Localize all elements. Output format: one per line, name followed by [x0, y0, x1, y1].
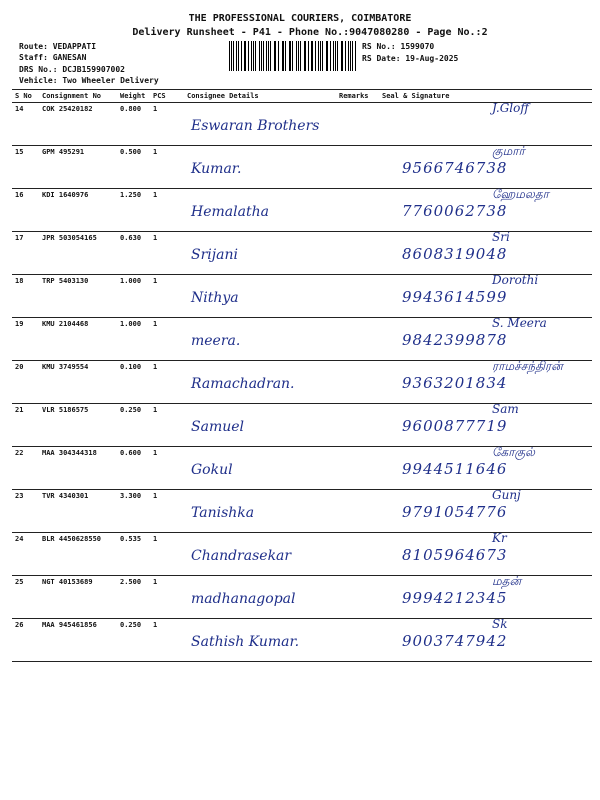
- cell-consignee: [184, 533, 336, 576]
- cell-consignment-no: GPM 495291: [39, 146, 117, 189]
- signature-handwriting: Sri: [492, 230, 510, 244]
- cell-weight: 0.500: [117, 146, 150, 189]
- table-row: [12, 146, 592, 189]
- table-row: [12, 404, 592, 447]
- cell-remarks: [336, 103, 379, 146]
- signature-handwriting: ஹேமலதா: [492, 187, 549, 201]
- col-signature-header: Seal & Signature: [379, 90, 592, 103]
- cell-sno: 22: [12, 447, 39, 490]
- route-label: Route: VEDAPPATI: [19, 42, 97, 51]
- signature-handwriting: Sam: [492, 402, 519, 416]
- cell-consignment-no: TRP 5403130: [39, 275, 117, 318]
- cell-signature: [379, 619, 592, 662]
- cell-sno: 19: [12, 318, 39, 361]
- cell-consignment-no: BLR 4450628550: [39, 533, 117, 576]
- table-row: [12, 275, 592, 318]
- company-title: THE PROFESSIONAL COURIERS, COIMBATORE: [188, 13, 412, 24]
- table-row: [12, 189, 592, 232]
- table-row: [12, 619, 592, 662]
- consignee-handwriting: Gokul: [191, 462, 233, 478]
- phone-handwriting: 9363201834: [402, 374, 508, 392]
- phone-handwriting: 9842399878: [402, 331, 508, 349]
- phone-handwriting: 9994212345: [402, 589, 508, 607]
- cell-pcs: 1: [150, 232, 184, 275]
- cell-sno: 26: [12, 619, 39, 662]
- consignee-handwriting: Nithya: [191, 290, 239, 306]
- col-consignment-header: Consignment No: [39, 90, 117, 103]
- phone-handwriting: 9003747942: [402, 632, 508, 650]
- cell-weight: 1.250: [117, 189, 150, 232]
- cell-consignment-no: NGT 40153689: [39, 576, 117, 619]
- cell-signature: [379, 146, 592, 189]
- cell-signature: [379, 232, 592, 275]
- consignee-handwriting: Ramachadran.: [191, 376, 295, 392]
- cell-consignment-no: TVR 4340301: [39, 490, 117, 533]
- cell-consignment-no: COK 25420182: [39, 103, 117, 146]
- cell-weight: 1.000: [117, 275, 150, 318]
- phone-handwriting: 7760062738: [402, 202, 508, 220]
- col-remarks-header: Remarks: [336, 90, 379, 103]
- table-row: [12, 232, 592, 275]
- cell-consignee: [184, 447, 336, 490]
- cell-remarks: [336, 576, 379, 619]
- delivery-table: [12, 89, 592, 662]
- cell-remarks: [336, 619, 379, 662]
- cell-weight: 0.535: [117, 533, 150, 576]
- cell-consignee: [184, 404, 336, 447]
- cell-signature: [379, 404, 592, 447]
- cell-sno: 23: [12, 490, 39, 533]
- cell-signature: [379, 490, 592, 533]
- cell-remarks: [336, 146, 379, 189]
- col-consignee-header: Consignee Details: [184, 90, 336, 103]
- cell-remarks: [336, 361, 379, 404]
- cell-signature: [379, 576, 592, 619]
- cell-weight: 0.250: [117, 404, 150, 447]
- cell-signature: [379, 447, 592, 490]
- cell-remarks: [336, 318, 379, 361]
- cell-consignee: [184, 189, 336, 232]
- consignee-handwriting: Hemalatha: [191, 204, 269, 220]
- cell-sno: 24: [12, 533, 39, 576]
- consignee-handwriting: meera.: [191, 333, 241, 349]
- cell-pcs: 1: [150, 576, 184, 619]
- cell-sno: 20: [12, 361, 39, 404]
- cell-consignee: [184, 576, 336, 619]
- vehicle-label: Vehicle: Two Wheeler Delivery: [19, 76, 159, 85]
- table-row: [12, 576, 592, 619]
- cell-pcs: 1: [150, 533, 184, 576]
- consignee-handwriting: Eswaran Brothers: [191, 118, 320, 134]
- cell-weight: 0.600: [117, 447, 150, 490]
- signature-handwriting: Dorothi: [492, 273, 539, 287]
- phone-handwriting: 8608319048: [402, 245, 508, 263]
- signature-handwriting: குமார்: [492, 144, 525, 158]
- cell-signature: [379, 275, 592, 318]
- cell-signature: [379, 533, 592, 576]
- consignee-handwriting: Sathish Kumar.: [191, 634, 300, 650]
- cell-pcs: 1: [150, 189, 184, 232]
- table-row: [12, 318, 592, 361]
- cell-weight: 0.100: [117, 361, 150, 404]
- signature-handwriting: J.Gloff: [492, 101, 529, 115]
- phone-handwriting: 9566746738: [402, 159, 508, 177]
- cell-weight: 0.800: [117, 103, 150, 146]
- cell-remarks: [336, 404, 379, 447]
- cell-pcs: 1: [150, 361, 184, 404]
- table-row: [12, 447, 592, 490]
- drs-label: DRS No.: DCJB159907002: [19, 65, 125, 74]
- col-sno-header: S No: [12, 90, 39, 103]
- signature-handwriting: S. Meera: [492, 316, 547, 330]
- cell-consignee: [184, 146, 336, 189]
- signature-handwriting: Kr: [492, 531, 507, 545]
- consignee-handwriting: Samuel: [191, 419, 244, 435]
- rs-number: RS No.: 1599070: [362, 42, 435, 51]
- cell-remarks: [336, 533, 379, 576]
- staff-label: Staff: GANESAN: [19, 53, 87, 62]
- cell-sno: 21: [12, 404, 39, 447]
- consignee-handwriting: Srijani: [191, 247, 238, 263]
- consignee-handwriting: Tanishka: [191, 505, 255, 521]
- cell-pcs: 1: [150, 404, 184, 447]
- cell-remarks: [336, 232, 379, 275]
- col-weight-header: Weight: [117, 90, 150, 103]
- cell-weight: 2.500: [117, 576, 150, 619]
- cell-consignee: [184, 490, 336, 533]
- signature-handwriting: ராமச்சந்திரன்: [492, 359, 563, 373]
- cell-weight: 0.250: [117, 619, 150, 662]
- cell-pcs: 1: [150, 318, 184, 361]
- cell-signature: [379, 361, 592, 404]
- phone-handwriting: 9600877719: [402, 417, 508, 435]
- table-row: [12, 533, 592, 576]
- cell-weight: 3.300: [117, 490, 150, 533]
- barcode: [229, 41, 357, 71]
- table-row: [12, 103, 592, 146]
- cell-pcs: 1: [150, 447, 184, 490]
- consignee-handwriting: Kumar.: [191, 161, 242, 177]
- cell-pcs: 1: [150, 146, 184, 189]
- cell-consignment-no: MAA 945461856: [39, 619, 117, 662]
- col-pcs-header: PCS: [150, 90, 184, 103]
- cell-pcs: 1: [150, 103, 184, 146]
- cell-signature: [379, 189, 592, 232]
- cell-pcs: 1: [150, 275, 184, 318]
- cell-signature: [379, 103, 592, 146]
- cell-consignee: [184, 361, 336, 404]
- signature-handwriting: Sk: [492, 617, 508, 631]
- cell-consignment-no: JPR 503054165: [39, 232, 117, 275]
- cell-consignment-no: KDI 1640976: [39, 189, 117, 232]
- consignee-handwriting: madhanagopal: [191, 591, 296, 607]
- cell-sno: 16: [12, 189, 39, 232]
- phone-handwriting: 9791054776: [402, 503, 508, 521]
- cell-consignment-no: KMU 2104468: [39, 318, 117, 361]
- cell-remarks: [336, 490, 379, 533]
- cell-sno: 14: [12, 103, 39, 146]
- signature-handwriting: மதன்: [492, 574, 522, 588]
- cell-remarks: [336, 189, 379, 232]
- cell-consignee: [184, 232, 336, 275]
- signature-handwriting: கோகுல்: [492, 445, 536, 459]
- cell-sno: 17: [12, 232, 39, 275]
- cell-weight: 0.630: [117, 232, 150, 275]
- cell-sno: 15: [12, 146, 39, 189]
- cell-signature: [379, 318, 592, 361]
- cell-consignee: [184, 318, 336, 361]
- cell-consignee: [184, 619, 336, 662]
- cell-consignee: [184, 103, 336, 146]
- phone-handwriting: 9944511646: [402, 460, 508, 478]
- consignee-handwriting: Chandrasekar: [191, 548, 292, 564]
- cell-consignment-no: MAA 304344318: [39, 447, 117, 490]
- phone-handwriting: 9943614599: [402, 288, 508, 306]
- table-row: [12, 361, 592, 404]
- runsheet-subtitle: Delivery Runsheet - P41 - Phone No.:9047080280 - Page No.:2: [132, 27, 488, 38]
- cell-remarks: [336, 447, 379, 490]
- cell-pcs: 1: [150, 490, 184, 533]
- rs-date: RS Date: 19-Aug-2025: [362, 54, 459, 63]
- cell-pcs: 1: [150, 619, 184, 662]
- cell-remarks: [336, 275, 379, 318]
- cell-weight: 1.000: [117, 318, 150, 361]
- cell-consignment-no: KMU 3749554: [39, 361, 117, 404]
- cell-sno: 25: [12, 576, 39, 619]
- signature-handwriting: Gunj: [492, 488, 521, 502]
- cell-consignee: [184, 275, 336, 318]
- table-row: [12, 490, 592, 533]
- cell-sno: 18: [12, 275, 39, 318]
- phone-handwriting: 8105964673: [402, 546, 508, 564]
- cell-consignment-no: VLR 5186575: [39, 404, 117, 447]
